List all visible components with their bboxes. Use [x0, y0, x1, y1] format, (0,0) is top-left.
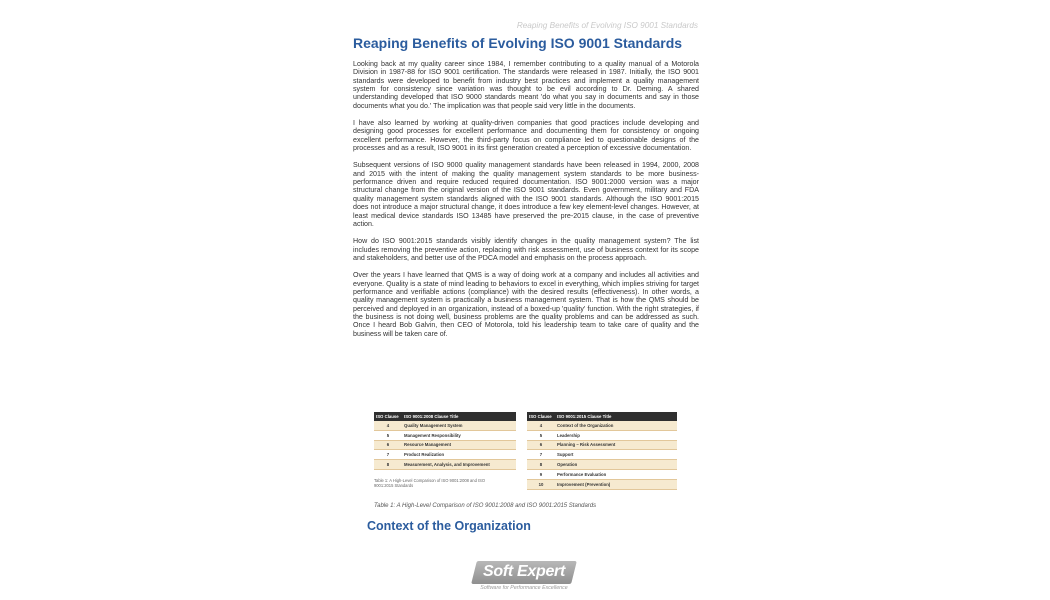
table-header-row	[374, 412, 516, 421]
clause-number: 5	[527, 430, 555, 440]
table-row	[527, 460, 677, 470]
clause-number: 8	[527, 460, 555, 470]
clause-title: Product Realization	[402, 450, 516, 460]
table-row	[374, 430, 516, 440]
iso-2008-table	[374, 412, 516, 470]
logo-wordmark: Soft Expert	[482, 563, 566, 580]
softexpert-logo	[470, 561, 578, 593]
clause-number: 8	[374, 460, 402, 470]
paragraph: How do ISO 9001:2015 standards visibly identify changes in the quality management system? The list includes removing the preventive action, replacing with risk assessment, use of business context for its scope and stakeholders, and better use of the PDCA model and emphasis on the process approach.	[353, 237, 699, 262]
clause-number: 10	[527, 479, 555, 489]
clause-title: Performance Evaluation	[555, 469, 677, 479]
clause-title: Quality Management System	[402, 421, 516, 430]
clause-title: Resource Management	[402, 440, 516, 450]
table-row	[527, 430, 677, 440]
clause-number: 4	[527, 421, 555, 430]
table-header-row	[527, 412, 677, 421]
table-row	[374, 440, 516, 450]
table-row	[527, 479, 677, 489]
article-body	[353, 60, 699, 347]
column-header: ISO Clause	[527, 412, 555, 421]
logo-tagline: Software for Performance Excellence	[480, 585, 568, 591]
table-row	[527, 450, 677, 460]
clause-title: Support	[555, 450, 677, 460]
clause-number: 5	[374, 430, 402, 440]
paragraph: I have also learned by working at quality-driven companies that good practices include developing and designing good processes for excellent performance and documenting them for consistency or ongoing excellent performance. However, the third-party focus on compliance led to questionable designs of the processes and as a result, ISO 9001 in its first generation created a perception of excessive documentation.	[353, 119, 699, 153]
table-row	[374, 421, 516, 430]
clause-number: 7	[374, 450, 402, 460]
iso-2015-table	[527, 412, 677, 490]
figure-inner-caption: Table 1: A High-Level Comparison of ISO 9001:2008 and ISO 9001:2015 Standards	[374, 478, 486, 488]
table-row	[374, 450, 516, 460]
paragraph: Over the years I have learned that QMS is a way of doing work at a company and includes all activities and everyone. Quality is a state of mind leading to behaviors to excel in everything, which implies striving for target performance and verifiable actions (compliance) with the desired results (effectiveness). In other words, a quality management system is practically a business management system. That is how the QMS should be perceived and deployed in an organization, instead of a boxed-up 'quality' function. With the right strategies, if the business is not doing well, business problems are the quality problems and can be addressed as such. Once I heard Bob Galvin, then CEO of Motorola, told his leadership team to take care of quality and the business will be taken care of.	[353, 271, 699, 338]
table-row	[527, 469, 677, 479]
clause-title: Improvement (Prevention)	[555, 479, 677, 489]
clause-title: Operation	[555, 460, 677, 470]
table-row	[527, 421, 677, 430]
paragraph: Looking back at my quality career since 1984, I remember contributing to a quality manual of a Motorola Division in 1987-88 for ISO 9001 certification. The standards were released in 1987. Initially, the ISO 9001 standards were developed to benefit from industry best practices and implement a quality management system for consistency since variation was thought to be evil according to Dr. Deming. A shared understanding developed that ISO 9000 standards meant 'do what you say in documents and say in those documents what you do.' The implication was that people said very little in the documents.	[353, 60, 699, 110]
clause-number: 4	[374, 421, 402, 430]
paragraph: Subsequent versions of ISO 9000 quality management standards have been released in 1994, 2000, 2008 and 2015 with the intent of making the quality management system standards to be more business-performance driven and require reduced required documentation. ISO 9001:2000 version was a major structural change from the original version of the ISO 9001 standards. Even government, military and FDA quality management system standards aligned with the ISO 9001 standards. Although the ISO 9001:2015 does not introduce a major structural change, it does introduce a few key element-level changes. However, at least medical device standards ISO 13485 have preserved the pre-2015 clause, in the case of preventive action.	[353, 161, 699, 228]
clause-title: Measurement, Analysis, and Improvement	[402, 460, 516, 470]
column-header: ISO Clause	[374, 412, 402, 421]
clause-number: 6	[374, 440, 402, 450]
table-row	[374, 460, 516, 470]
table-caption: Table 1: A High-Level Comparison of ISO 9001:2008 and ISO 9001:2015 Standards	[374, 503, 597, 509]
clause-title: Leadership	[555, 430, 677, 440]
clause-title: Planning – Risk Assessment	[555, 440, 677, 450]
comparison-figure	[374, 412, 678, 494]
section-title: Context of the Organization	[367, 519, 531, 533]
clause-number: 6	[527, 440, 555, 450]
clause-title: Management Responsibility	[402, 430, 516, 440]
column-header: ISO 9001:2015 Clause Title	[555, 412, 677, 421]
article-title: Reaping Benefits of Evolving ISO 9001 Standards	[353, 35, 683, 51]
column-header: ISO 9001:2008 Clause Title	[402, 412, 516, 421]
clause-title: Context of the Organization	[555, 421, 677, 430]
running-header: Reaping Benefits of Evolving ISO 9001 Standards	[516, 21, 698, 30]
clause-number: 7	[527, 450, 555, 460]
document-page	[350, 0, 702, 600]
table-row	[527, 440, 677, 450]
clause-number: 9	[527, 469, 555, 479]
